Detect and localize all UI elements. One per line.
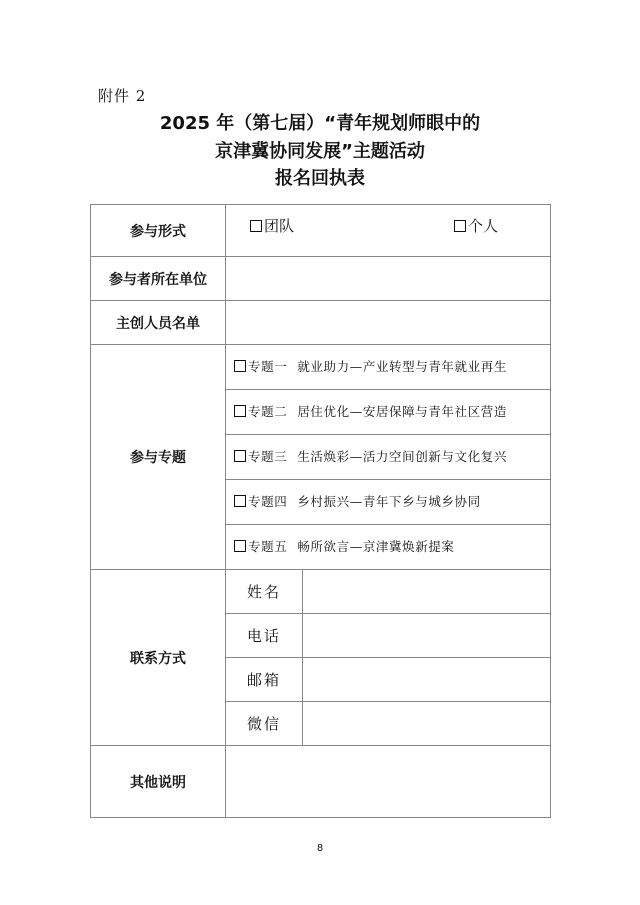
attachment-label: 附件 2	[98, 87, 147, 105]
name-label: 姓名	[226, 570, 303, 614]
topic-option[interactable]	[226, 390, 550, 435]
unit-row	[91, 257, 551, 301]
email-input-cell[interactable]	[303, 658, 551, 702]
name-input-cell[interactable]	[303, 570, 551, 614]
topic-desc: 生活焕彩—活力空间创新与文化复兴	[297, 449, 507, 464]
other-row	[91, 746, 551, 818]
team-option-label: 团队	[264, 217, 295, 235]
doc-title-line-3: 报名回执表	[275, 168, 365, 189]
contact-label: 联系方式	[91, 570, 226, 746]
topics-row	[91, 345, 551, 570]
topic-name: 专题一	[248, 359, 288, 374]
topic-desc: 就业助力—产业转型与青年就业再生	[297, 359, 507, 374]
participation-form-label: 参与形式	[91, 205, 226, 257]
topic-name: 专题四	[248, 494, 288, 509]
phone-input-cell[interactable]	[303, 614, 551, 658]
page-number: 8	[316, 843, 324, 854]
topic-option[interactable]	[226, 435, 550, 480]
creators-input-cell[interactable]	[226, 301, 551, 345]
phone-label: 电话	[226, 614, 303, 658]
individual-checkbox[interactable]	[454, 220, 466, 232]
registration-form-table	[90, 204, 551, 818]
topic-option[interactable]	[226, 525, 550, 569]
other-input-cell[interactable]	[226, 746, 551, 818]
contact-row	[91, 570, 551, 614]
wechat-input-cell[interactable]	[303, 702, 551, 746]
topic-checkbox[interactable]	[234, 540, 246, 552]
topic-option[interactable]	[226, 345, 550, 390]
topic-desc: 乡村振兴—青年下乡与城乡协同	[297, 494, 481, 509]
individual-option[interactable]	[454, 215, 498, 236]
topic-checkbox[interactable]	[234, 495, 246, 507]
topic-desc: 居住优化—安居保障与青年社区营造	[297, 404, 507, 419]
topics-label: 参与专题	[91, 345, 226, 570]
topic-checkbox[interactable]	[234, 405, 246, 417]
other-label: 其他说明	[91, 746, 226, 818]
topic-option[interactable]	[226, 480, 550, 525]
topic-name: 专题二	[248, 404, 288, 419]
topics-list	[226, 345, 551, 570]
team-option[interactable]	[250, 215, 294, 236]
creators-label: 主创人员名单	[91, 301, 226, 345]
topic-checkbox[interactable]	[234, 450, 246, 462]
doc-title-line-2: 京津冀协同发展”主题活动	[215, 141, 425, 162]
participation-form-options	[226, 205, 551, 257]
doc-title-line-1: 2025 年（第七届）“青年规划师眼中的	[159, 113, 481, 134]
wechat-label: 微信	[226, 702, 303, 746]
creators-row	[91, 301, 551, 345]
topic-checkbox[interactable]	[234, 360, 246, 372]
unit-label: 参与者所在单位	[91, 257, 226, 301]
topic-desc: 畅所欲言—京津冀焕新提案	[297, 539, 455, 554]
topic-name: 专题三	[248, 449, 288, 464]
topic-name: 专题五	[248, 539, 288, 554]
email-label: 邮箱	[226, 658, 303, 702]
participation-form-row	[91, 205, 551, 257]
team-checkbox[interactable]	[250, 220, 262, 232]
unit-input-cell[interactable]	[226, 257, 551, 301]
individual-option-label: 个人	[468, 217, 499, 235]
